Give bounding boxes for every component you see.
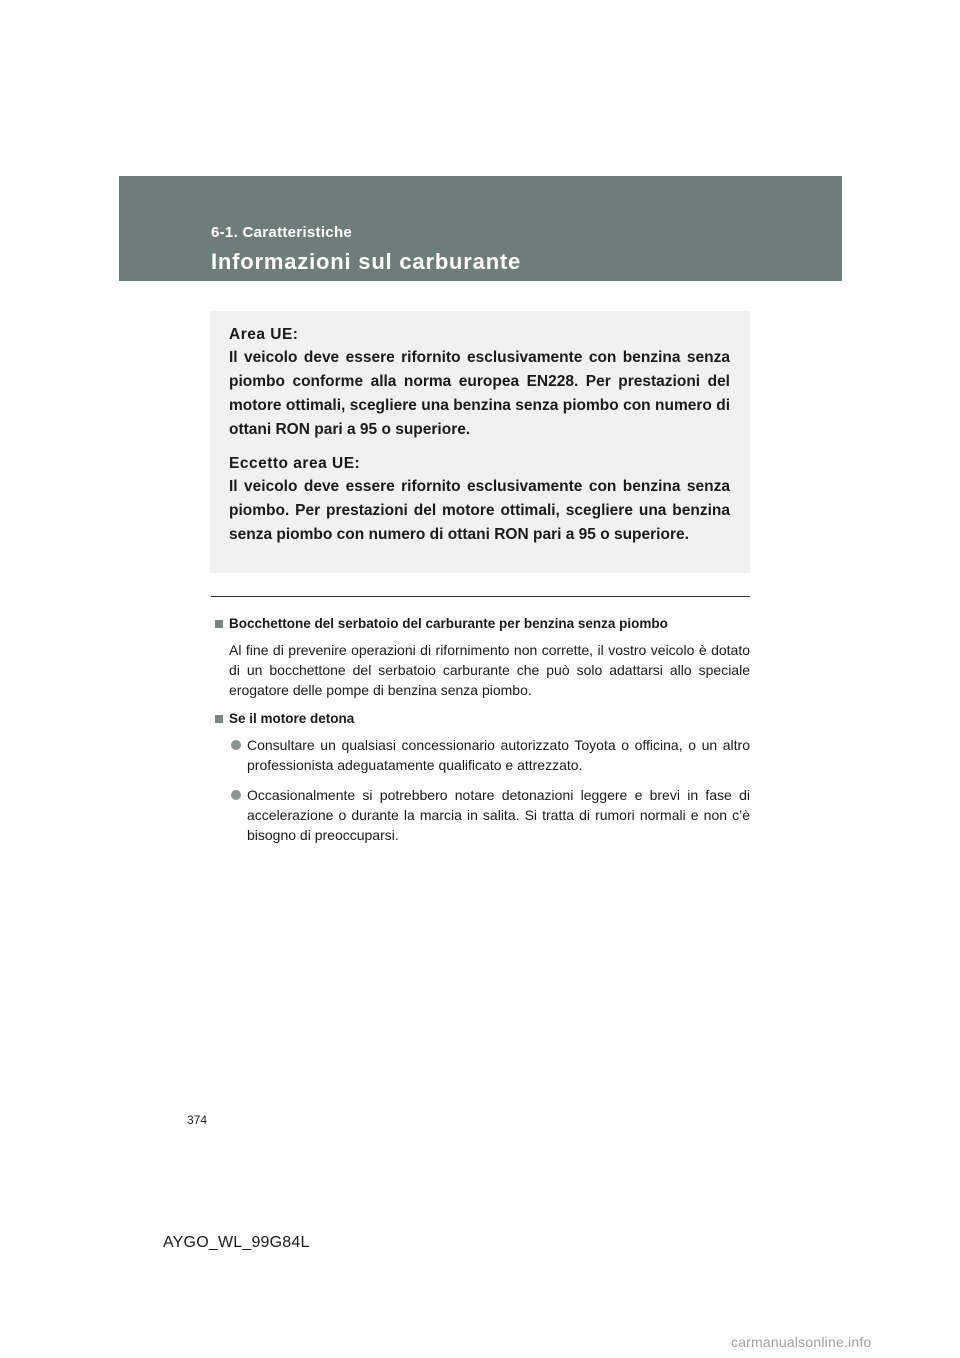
page-title: Informazioni sul carburante <box>211 249 522 274</box>
document-code: AYGO_WL_99G84L <box>163 1234 310 1251</box>
list-item <box>231 785 750 845</box>
page-number: 374 <box>187 1113 208 1127</box>
section-header <box>119 176 842 281</box>
circle-bullet-icon <box>231 740 241 750</box>
note-heading-text: Se il motore detona <box>229 711 355 726</box>
note-heading-text: Bocchettone del serbatoio del carburante per benzina senza piombo <box>229 616 668 631</box>
list-item-text: Consultare un qualsiasi concessionario autorizzato Toyota o officina, o un altro professionista adeguatamente qualificato e attrezzato. <box>247 737 750 773</box>
square-bullet-icon <box>215 620 223 628</box>
square-bullet-icon <box>215 715 223 723</box>
circle-bullet-icon <box>231 790 241 800</box>
note-heading-knock <box>211 709 750 729</box>
notes-section <box>211 614 750 845</box>
section-label: 6-1. Caratteristiche <box>211 224 353 241</box>
note-body-filler: Al fine di prevenire operazioni di rifornimento non corrette, il vostro veicolo è dotato di un bocchettone del serbatoio carburante che può solo adattarsi allo speciale erogatore delle pompe di benzina senza piombo. <box>229 642 750 698</box>
fuel-requirements-box <box>210 311 750 573</box>
eu-area-text: Il veicolo deve essere rifornito esclusivamente con benzina senza piombo conforme alla norma europea EN228. Per prestazioni del motore ottimali, scegliere una benzina senza piombo con numero di ottani RON pari a 95 o superiore. <box>229 349 730 438</box>
divider <box>211 596 750 597</box>
list-item <box>231 735 750 775</box>
eu-area-heading: Area UE: <box>229 326 299 343</box>
list-item-text: Occasionalmente si potrebbero notare detonazioni leggere e brevi in fase di accelerazione o durante la marcia in salita. Si tratta di rumori normali e non c’è bisogno di preoccuparsi. <box>247 787 750 843</box>
non-eu-area-text: Il veicolo deve essere rifornito esclusivamente con benzina senza piombo. Per prestazioni del motore ottimali, scegliere una benzina senza piombo con numero di ottani RON pari a 95 o superiore. <box>229 478 730 543</box>
watermark: carmanualsonline.info <box>731 1334 872 1350</box>
non-eu-area-heading: Eccetto area UE: <box>229 455 361 472</box>
note-heading-filler <box>211 614 750 634</box>
